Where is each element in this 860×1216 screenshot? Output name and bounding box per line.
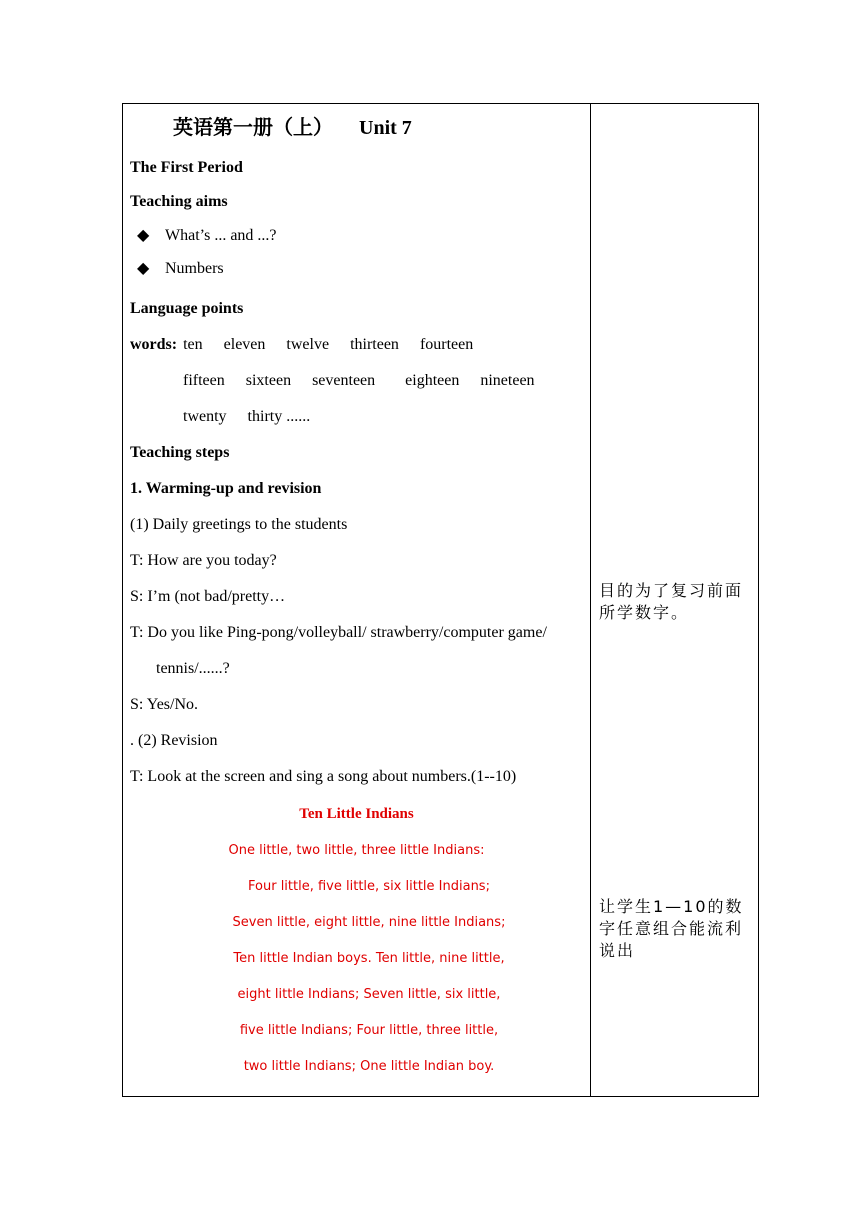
song-line: eight little Indians; Seven little, six little, (237, 987, 501, 1002)
aim-item-text: What’s ... and ...? (165, 227, 277, 244)
sub-step: . (2) Revision (130, 732, 218, 749)
word: thirty ...... (247, 408, 311, 425)
teaching-steps-heading: Teaching steps (130, 444, 230, 461)
dialog-line: T: Do you like Ping-pong/volleyball/ strawberry/computer game/ (130, 624, 547, 641)
column-divider (590, 104, 591, 1096)
title-chinese: 英语第一册（上） (173, 117, 333, 139)
word: eighteen (405, 372, 460, 389)
song-line: Four little, five little, six little Indians; (248, 879, 490, 894)
song-line: Ten little Indian boys. Ten little, nine little, (233, 951, 505, 966)
page-title (173, 118, 412, 138)
aim-item (137, 261, 224, 277)
dialog-line: S: I’m (not bad/pretty… (130, 588, 286, 605)
step-heading: 1. Warming-up and revision (130, 480, 322, 497)
word: seventeen (312, 372, 376, 389)
diamond-bullet-icon: ◆ (137, 260, 150, 277)
dialog-line: tennis/......? (156, 660, 230, 677)
period-heading: The First Period (130, 159, 243, 176)
word: twelve (286, 336, 330, 353)
word: nineteen (480, 372, 535, 389)
word: ten (183, 336, 203, 353)
song-line: Seven little, eight little, nine little Indians; (232, 915, 506, 930)
dialog-line: T: How are you today? (130, 552, 277, 569)
word: sixteen (245, 372, 292, 389)
word: eleven (223, 336, 266, 353)
words-line-1 (130, 337, 473, 353)
instruction-line: T: Look at the screen and sing a song about numbers.(1--10) (130, 768, 517, 785)
sub-step: (1) Daily greetings to the students (130, 516, 348, 533)
song-line: five little Indians; Four little, three little, (239, 1023, 499, 1038)
song-line: two little Indians; One little Indian boy. (243, 1059, 495, 1074)
note-revision: 目的为了复习前面所学数字。 (599, 581, 744, 622)
words-line-2 (183, 373, 535, 389)
note-combination: 让学生1—10的数字任意组合能流利说出 (599, 897, 744, 960)
song-line: One little, two little, three little Indians: (228, 843, 485, 858)
word: twenty (183, 408, 227, 425)
dialog-line: S: Yes/No. (130, 696, 199, 713)
lesson-plan-table (122, 103, 759, 1097)
diamond-bullet-icon: ◆ (137, 227, 150, 244)
word: thirteen (350, 336, 399, 353)
words-label: words: (130, 336, 178, 353)
word: fifteen (183, 372, 225, 389)
word: fourteen (419, 336, 474, 353)
words-line-3 (183, 409, 310, 425)
aim-item-text: Numbers (165, 260, 224, 277)
aim-item (137, 228, 277, 244)
language-points-heading: Language points (130, 300, 244, 317)
teaching-aims-heading: Teaching aims (130, 193, 228, 210)
unit-label: Unit 7 (359, 117, 412, 139)
song-title: Ten Little Indians (299, 806, 414, 822)
